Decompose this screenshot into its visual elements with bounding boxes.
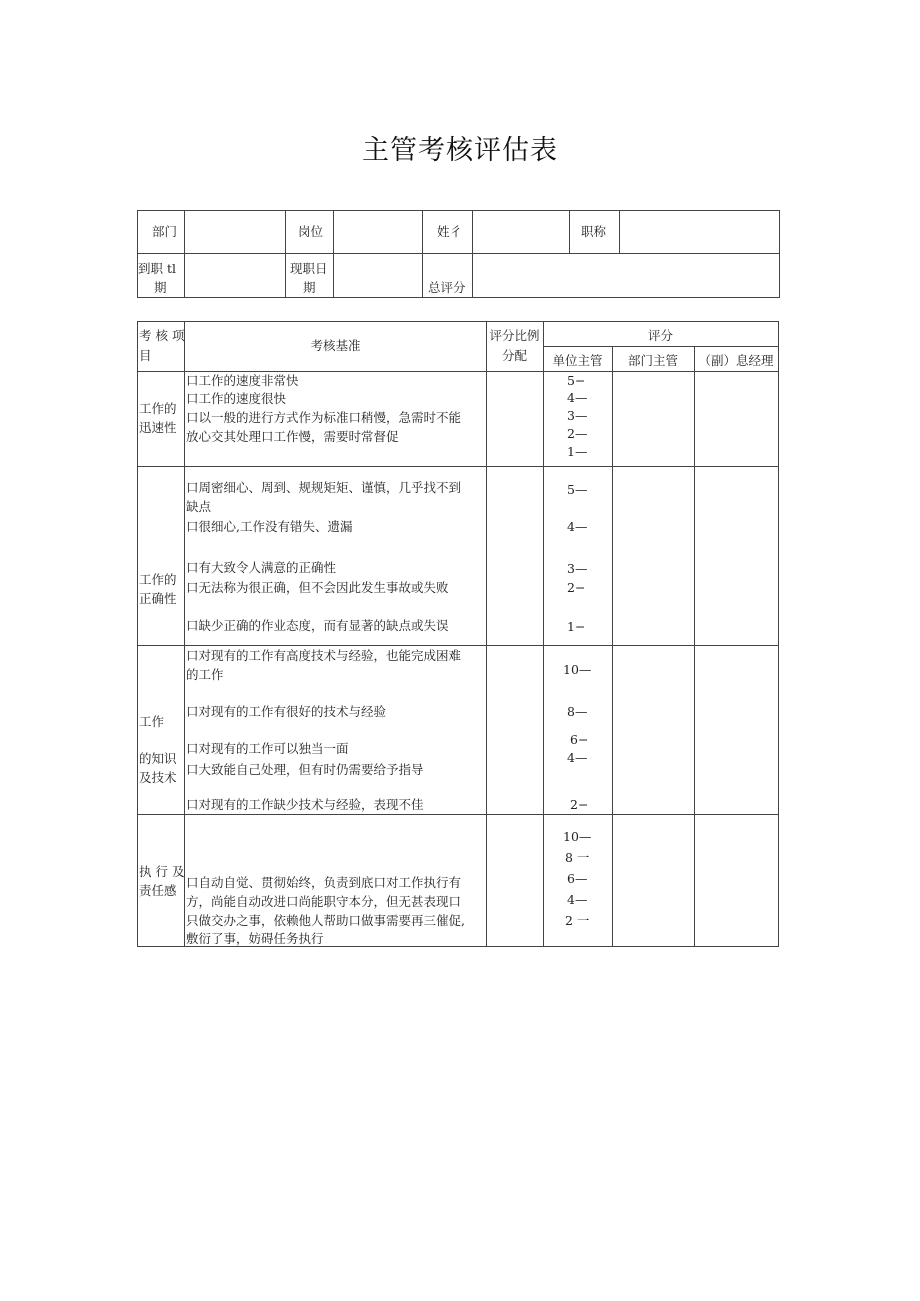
page-title: 主管考核评估表	[362, 135, 558, 166]
current-post-date-field[interactable]	[335, 256, 421, 296]
post-label: 岗位	[298, 224, 324, 239]
header-general-manager: （副）息经理	[698, 353, 774, 368]
criteria-line: 口自动自觉、贯彻始终，负责到底口对工作执行有	[186, 875, 462, 890]
criteria-line: 口工作的速度很快	[186, 391, 287, 406]
gm-score-field[interactable]	[696, 647, 777, 813]
ratio-field[interactable]	[488, 816, 542, 945]
criteria-line: 只做交办之事，依赖他人帮助口做事需要再三催促,	[186, 913, 465, 928]
join-date-field[interactable]	[186, 256, 284, 296]
section-name-line: 正确性	[139, 591, 177, 606]
score-option[interactable]: 6—	[567, 871, 588, 886]
section-name-line: 责任感	[139, 883, 177, 898]
section-name-line: 执 行 及	[139, 864, 185, 879]
section-name-line: 及技术	[139, 770, 177, 785]
score-option[interactable]: 10—	[563, 829, 592, 844]
score-option[interactable]: 2 一	[565, 913, 590, 928]
score-option[interactable]: 3—	[567, 408, 588, 423]
dept-manager-score-field[interactable]	[614, 647, 693, 813]
total-score-field[interactable]	[474, 256, 778, 296]
criteria-line: 口无法称为很正确，但不会因此发生事故或失败	[186, 580, 449, 595]
name-field[interactable]	[474, 214, 568, 252]
gm-score-field[interactable]	[696, 816, 777, 945]
header-item-line2: 目	[139, 348, 152, 363]
join-date-label-line1: 到职 tl	[138, 261, 176, 276]
post-field[interactable]	[335, 214, 421, 252]
criteria-line: 口对现有的工作可以独当一面	[186, 741, 349, 756]
gm-score-field[interactable]	[696, 373, 777, 464]
header-score: 评分	[647, 328, 673, 343]
header-unit-manager: 单位主管	[552, 353, 603, 368]
section-name-line: 工作的	[139, 401, 177, 416]
criteria-line: 口对现有的工作缺少技术与经验，表现不佳	[186, 797, 424, 812]
job-title-label: 职称	[581, 224, 607, 239]
section-name-line: 的知识	[139, 751, 177, 766]
criteria-line: 口有大致令人满意的正确性	[186, 560, 337, 575]
dept-manager-score-field[interactable]	[614, 468, 693, 644]
header-criteria: 考核基准	[310, 338, 361, 353]
header-ratio-line2: 分配	[501, 348, 527, 363]
total-score-label: 总评分	[428, 280, 466, 295]
criteria-line: 口很细心,工作没有错失、遗漏	[186, 519, 353, 534]
score-option[interactable]: 4—	[567, 892, 588, 907]
score-option[interactable]: 8—	[567, 704, 588, 719]
score-option[interactable]: 3—	[567, 561, 588, 576]
score-option[interactable]: 1—	[567, 444, 588, 459]
criteria-line: 敷衍了事，妨碍任务执行	[186, 931, 324, 946]
name-label: 姓彳	[437, 224, 463, 239]
criteria-line: 口工作的速度非常快	[186, 373, 299, 388]
score-option[interactable]: 8 一	[565, 850, 590, 865]
header-item-line1: 考 核 项	[139, 328, 185, 343]
ratio-field[interactable]	[488, 468, 542, 644]
current-post-date-label-line1: 现职日	[290, 261, 328, 276]
criteria-line: 方，尚能自动改进口尚能职守本分，但无甚表现口	[186, 894, 462, 909]
score-option[interactable]: 5—	[567, 482, 588, 497]
criteria-line: 缺点	[186, 499, 212, 514]
score-option[interactable]: 2—	[567, 426, 588, 441]
section-name-line: 工作的	[139, 572, 177, 587]
criteria-line: 的工作	[186, 667, 224, 682]
section-name-line: 工作	[139, 714, 165, 729]
ratio-field[interactable]	[488, 373, 542, 464]
header-ratio-line1: 评分比例	[489, 328, 540, 343]
criteria-line: 口缺少正确的作业态度，而有显著的缺点或失误	[186, 618, 449, 633]
dept-manager-score-field[interactable]	[614, 816, 693, 945]
section-name-line: 迅速性	[139, 420, 177, 435]
ratio-field[interactable]	[488, 647, 542, 813]
header-dept-manager: 部门主管	[627, 353, 678, 368]
dept-field[interactable]	[186, 214, 284, 252]
criteria-line: 口大致能自己处理，但有时仍需要给予指导	[186, 762, 424, 777]
criteria-line: 口对现有的工作有很好的技术与经验	[186, 704, 387, 719]
gm-score-field[interactable]	[696, 468, 777, 644]
criteria-line: 口以一般的进行方式作为标准口稍慢，急需时不能	[186, 410, 462, 425]
score-option[interactable]: 4—	[567, 750, 588, 765]
score-option[interactable]: 10—	[563, 662, 592, 677]
score-option[interactable]: 1−	[567, 619, 586, 634]
join-date-label-line2: 期	[154, 280, 167, 295]
score-option[interactable]: 2−	[567, 580, 586, 595]
criteria-line: 口对现有的工作有高度技术与经验，也能完成困难	[186, 648, 462, 663]
dept-label: 部门	[152, 224, 178, 239]
criteria-line: 放心交其处理口工作慢，需要时常督促	[186, 429, 399, 444]
current-post-date-label-line2: 期	[303, 280, 316, 295]
score-option[interactable]: 4—	[567, 519, 588, 534]
score-option[interactable]: 5−	[567, 373, 586, 388]
criteria-line: 口周密细心、周到、规规矩矩、谨慎，几乎找不到	[186, 480, 462, 495]
score-option[interactable]: 4—	[567, 390, 588, 405]
job-title-field[interactable]	[621, 214, 778, 252]
score-option[interactable]: 6−	[570, 732, 589, 747]
dept-manager-score-field[interactable]	[614, 373, 693, 464]
score-option[interactable]: 2−	[570, 797, 589, 812]
